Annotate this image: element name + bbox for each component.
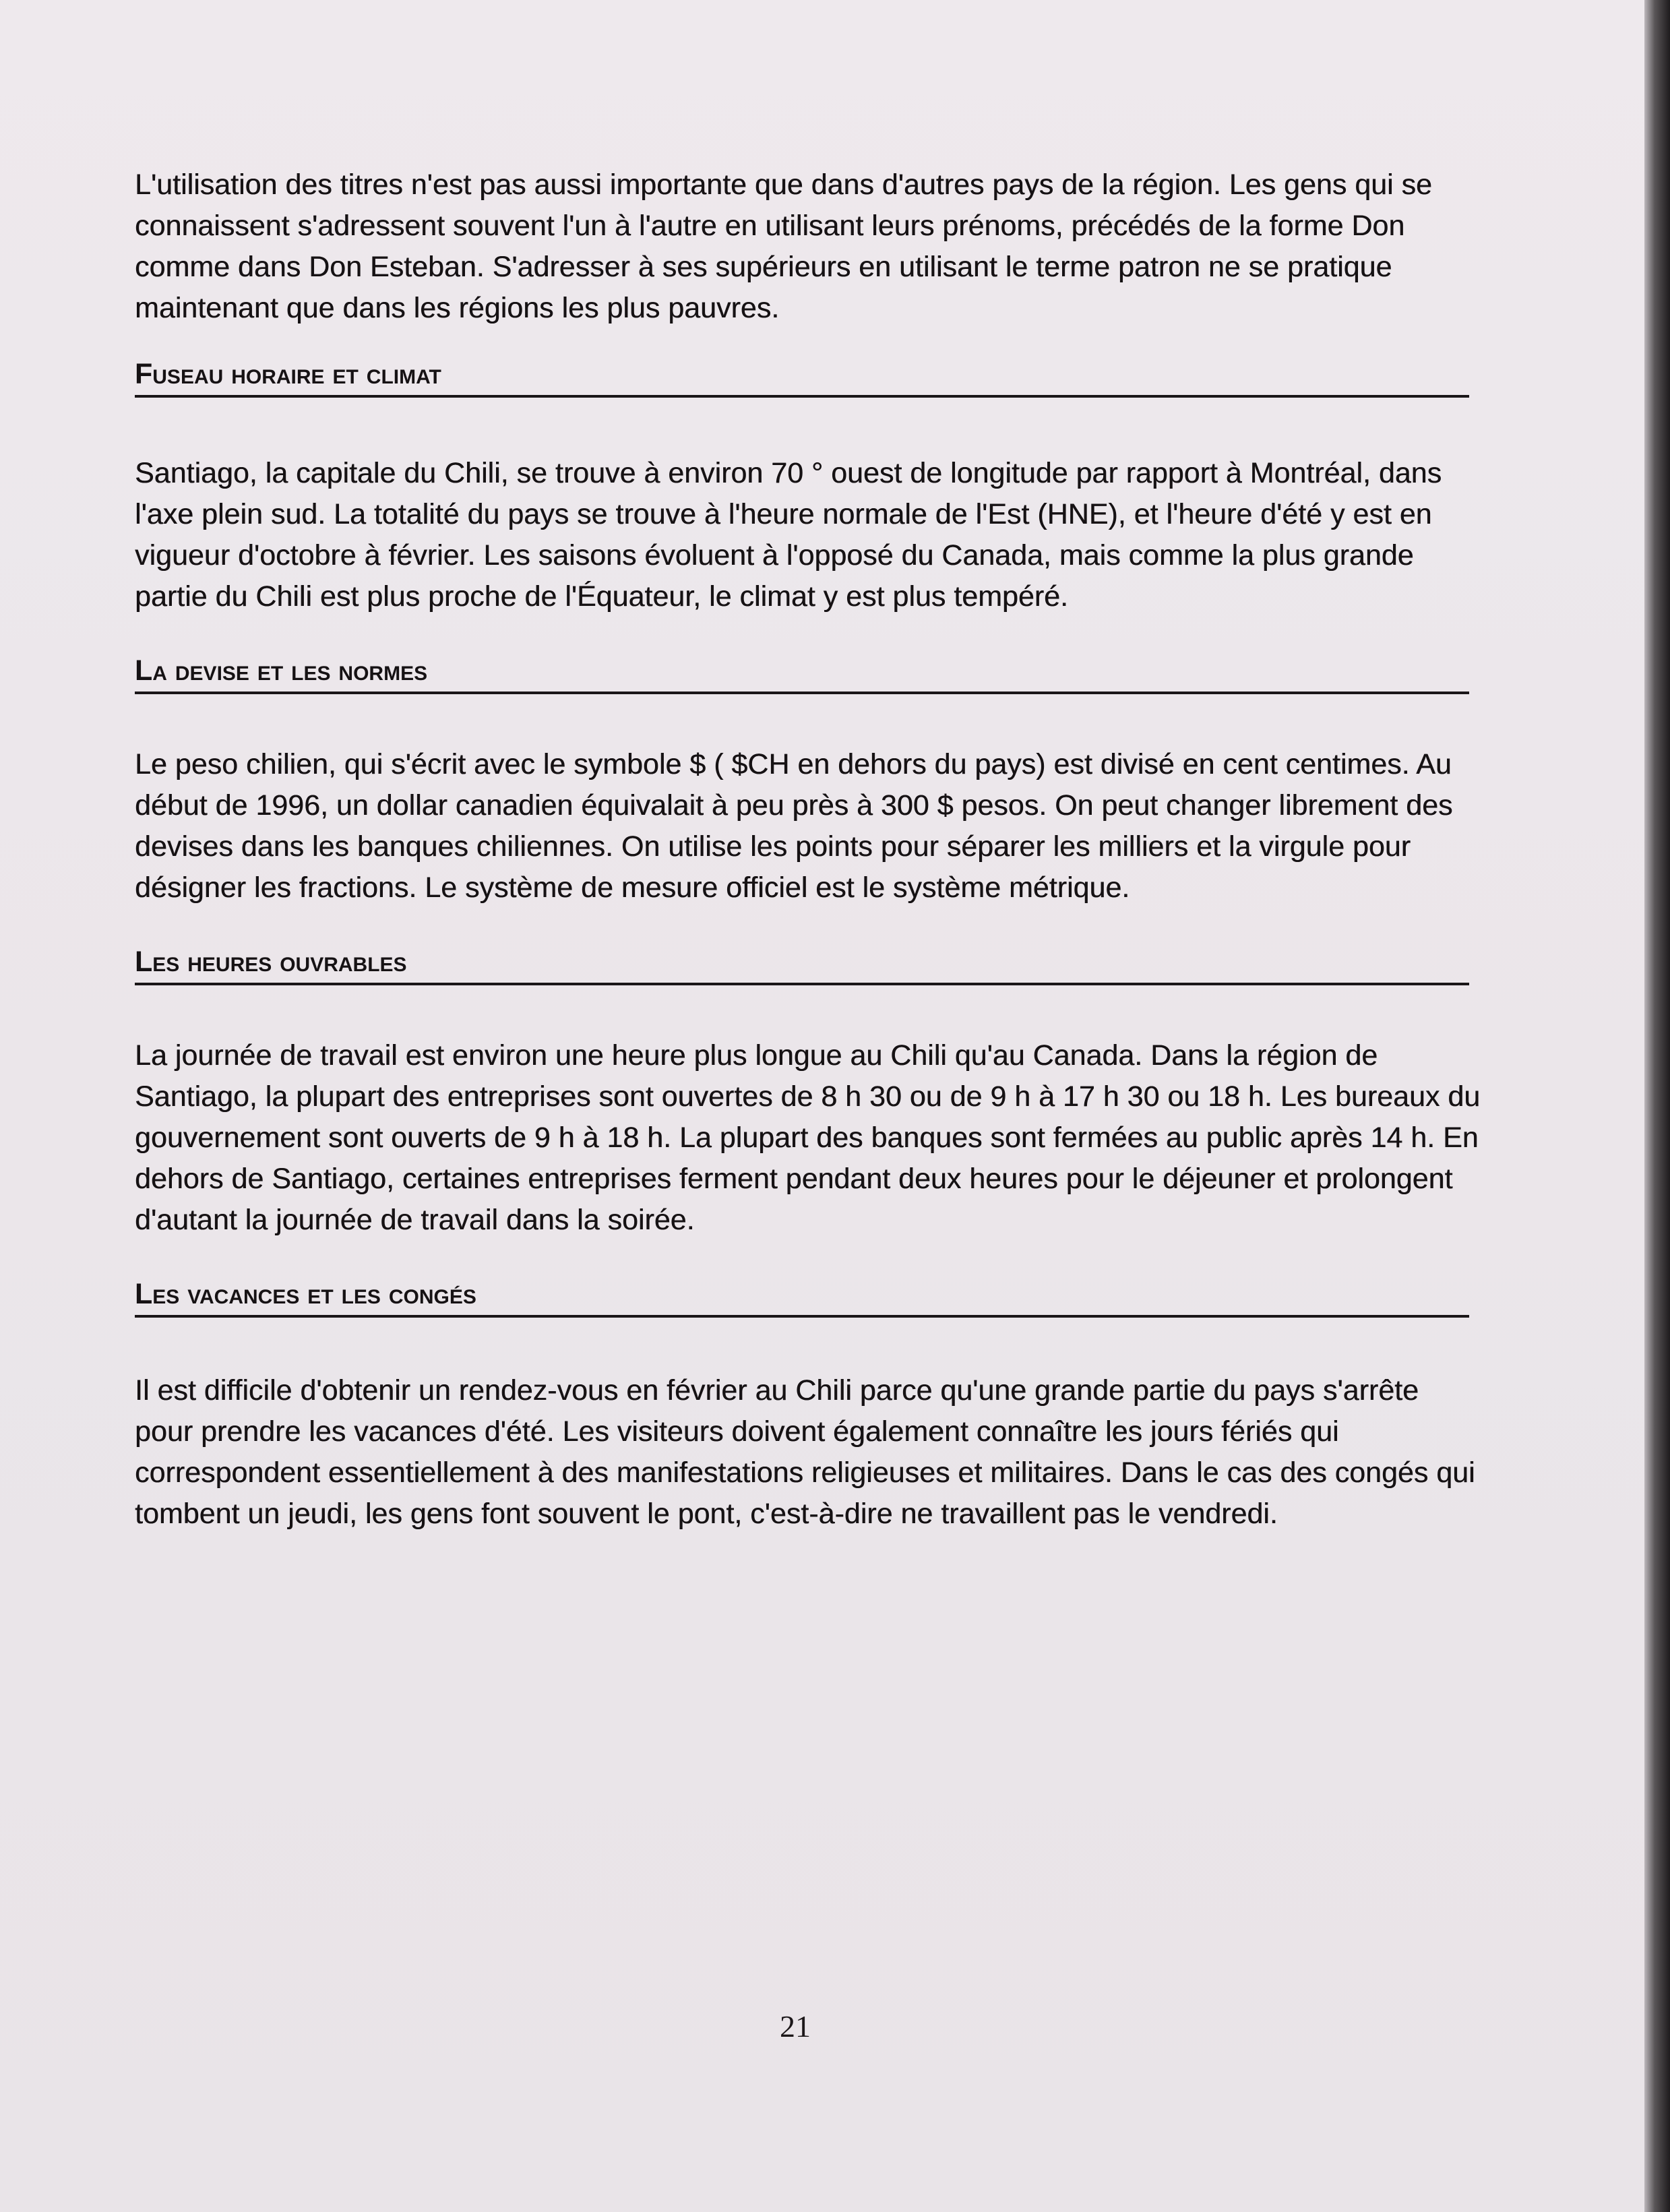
page-edge-shadow	[1644, 0, 1670, 2212]
paragraph-fuseau-horaire: Santiago, la capitale du Chili, se trouve à environ 70 ° ouest de longitude par rapport à Montréal, dans l'axe plein sud. La totalité du pays se trouve à l'heure normale de l'Est (HNE), et l'heure d'été y est en vigueur d'octobre à février. Les saisons évoluent à l'opposé du Canada, mais comme la plus grande partie du Chili est plus proche de l'Équateur, le climat y est plus tempéré.	[135, 457, 1442, 613]
heading-devise: La devise et les normes	[135, 652, 1469, 694]
paragraph-heures-ouvrables: La journée de travail est environ une heure plus longue au Chili qu'au Canada. Dans la région de Santiago, la plupart des entreprises sont ouvertes de 8 h 30 ou de 9 h à 17 h 30 ou 18 h. Les bureaux du gouvernement sont ouverts de 9 h à 18 h. La plupart des banques sont fermées au public après 14 h. En dehors de Santiago, certaines entreprises ferment pendant deux heures pour le déjeuner et prolongent d'autant la journée de travail dans la soirée.	[135, 1039, 1481, 1236]
heading-vacances: Les vacances et les congés	[135, 1276, 1469, 1318]
heading-heures-ouvrables: Les heures ouvrables	[135, 944, 1469, 985]
heading-fuseau-horaire: Fuseau horaire et climat	[135, 356, 1469, 398]
paragraph-titles: L'utilisation des titres n'est pas aussi importante que dans d'autres pays de la région. Les gens qui se connaissent s'adressent souvent l'un à l'autre en utilisant leurs prénoms, précédés de la forme Don comme dans Don Esteban. S'adresser à ses supérieurs en utilisant le terme patron ne se pratique maintenant que dans les régions les plus pauvres.	[135, 168, 1432, 324]
paragraph-vacances: Il est difficile d'obtenir un rendez-vous en février au Chili parce qu'une grande partie du pays s'arrête pour prendre les vacances d'été. Les visiteurs doivent également connaître les jours fériés qui correspondent essentiellement à des manifestations religieuses et militaires. Dans le cas des congés qui tombent un jeudi, les gens font souvent le pont, c'est-à-dire ne travaillent pas le vendredi.	[135, 1374, 1475, 1530]
page-content	[135, 164, 1483, 1535]
page-number: 21	[780, 2009, 811, 2044]
paragraph-devise: Le peso chilien, qui s'écrit avec le symbole $ ( $CH en dehors du pays) est divisé en cent centimes. Au début de 1996, un dollar canadien équivalait à peu près à 300 $ pesos. On peut changer librement des devises dans les banques chiliennes. On utilise les points pour séparer les milliers et la virgule pour désigner les fractions. Le système de mesure officiel est le système métrique.	[135, 748, 1453, 904]
